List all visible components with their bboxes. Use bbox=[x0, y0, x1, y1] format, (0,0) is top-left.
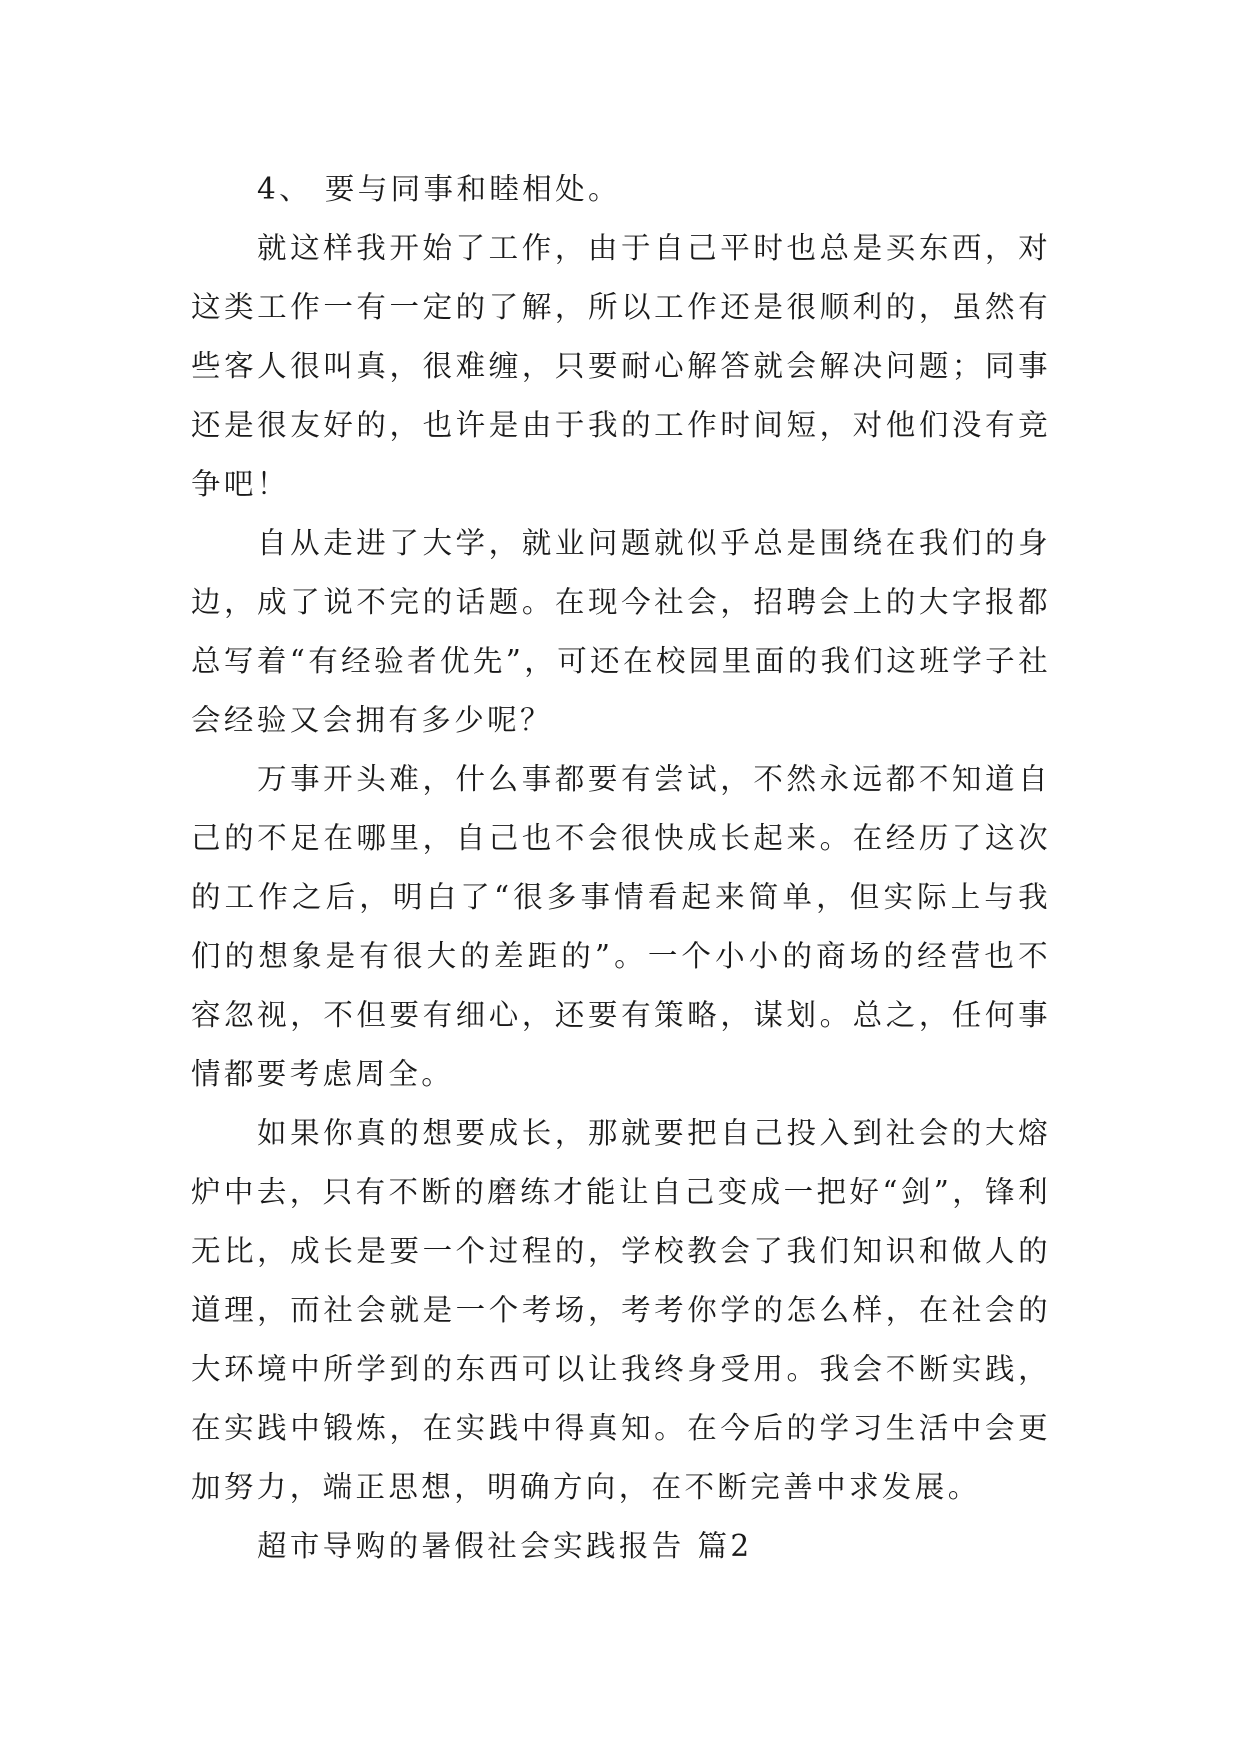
document-body bbox=[191, 160, 1051, 1576]
paragraph-employment: 自从走进了大学，就业问题就似乎总是围绕在我们的身边，成了说不完的话题。在现今社会，招聘会上的大字报都总写着“有经验者优先”，可还在校园里面的我们这班学子社会经验又会拥有多少呢？ bbox=[191, 526, 1051, 737]
paragraph-growth: 如果你真的想要成长，那就要把自己投入到社会的大熔炉中去，只有不断的磨练才能让自己变成一把好“剑”，锋利无比，成长是要一个过程的，学校教会了我们知识和做人的道理，而社会就是一个考场，考考你学的怎么样，在社会的大环境中所学到的东西可以让我终身受用。我会不断实践，在实践中锻炼，在实践中得真知。在今后的学习生活中会更加努力，端正思想，明确方向，在不断完善中求发展。 bbox=[191, 1116, 1051, 1504]
paragraph-reflection: 万事开头难，什么事都要有尝试，不然永远都不知道自己的不足在哪里，自己也不会很快成长起来。在经历了这次的工作之后，明白了“很多事情看起来简单，但实际上与我们的想象是有很大的差距的”。一个小小的商场的经营也不容忽视，不但要有细心，还要有策略，谋划。总之，任何事情都要考虑周全。 bbox=[191, 762, 1051, 1091]
list-item-4: 4、 要与同事和睦相处。 bbox=[257, 172, 621, 206]
section-heading: 超市导购的暑假社会实践报告 篇2 bbox=[257, 1529, 753, 1563]
paragraph-work-start: 就这样我开始了工作，由于自己平时也总是买东西，对这类工作一有一定的了解，所以工作还是很顺利的，虽然有些客人很叫真，很难缠，只要耐心解答就会解决问题；同事还是很友好的，也许是由于我的工作时间短，对他们没有竞争吧！ bbox=[191, 231, 1051, 501]
